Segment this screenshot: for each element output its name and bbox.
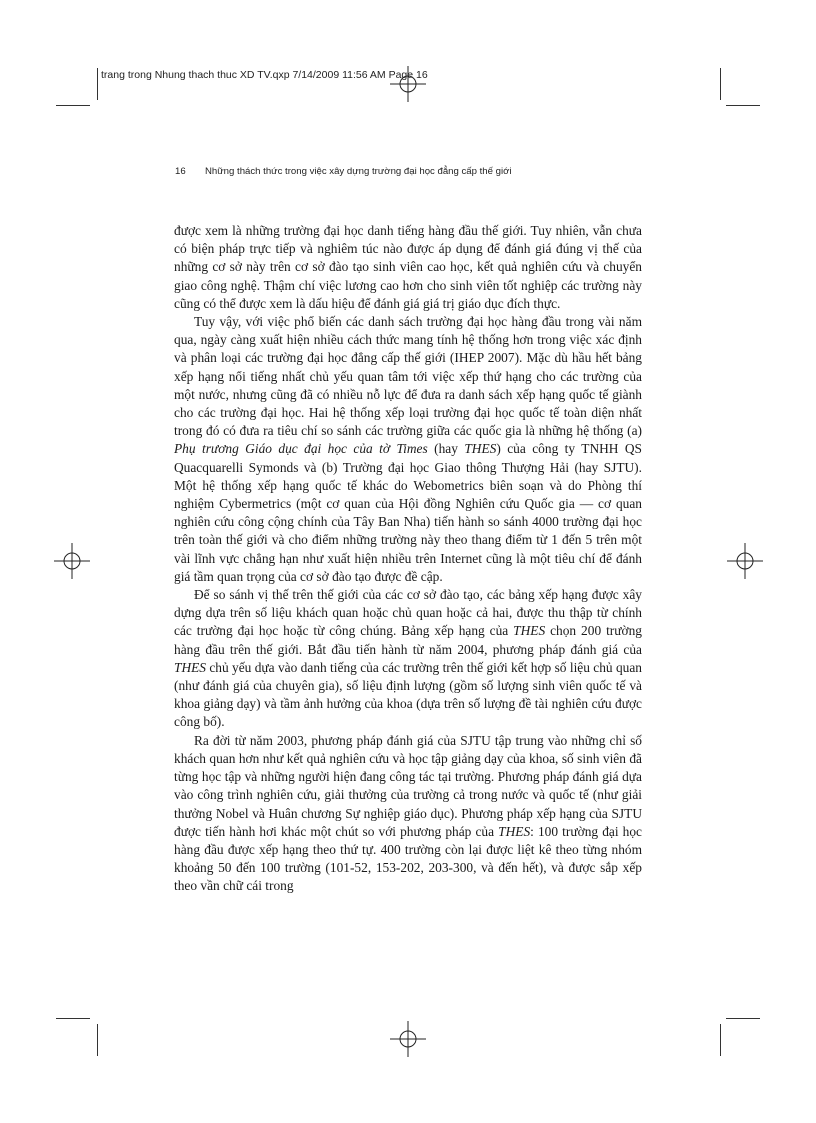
crop-mark bbox=[720, 68, 721, 100]
crop-mark bbox=[720, 1024, 721, 1056]
italic-title: THES bbox=[464, 441, 497, 457]
body-text bbox=[174, 222, 642, 896]
running-head-title: Những thách thức trong việc xây dựng trường đại học đẳng cấp thế giới bbox=[205, 166, 512, 177]
registration-mark-icon bbox=[727, 543, 763, 579]
page-number: 16 bbox=[175, 166, 186, 177]
text-run: chủ yếu dựa vào danh tiếng của các trường trên thế giới kết hợp số liệu chủ quan (như đánh giá của chuyên gia), số liệu định lượng (gồm số lượng sinh viên quốc tế và khoa giảng dạy) và tầm ảnh hưởng của khoa (dựa trên số lượng đề tài nghiên cứu được công bố). bbox=[174, 659, 642, 730]
crop-mark bbox=[56, 105, 90, 106]
text-run: Để so sánh vị thế trên thế giới của các cơ sở đào tạo, các bảng xếp hạng được xây dựng dựa trên số liệu khách quan hoặc chủ quan hoặc cả hai, được thu thập từ chính các trường đại học hoặc từ công chúng. Bảng xếp hạng của bbox=[174, 587, 642, 639]
italic-title: THES bbox=[498, 823, 531, 839]
italic-title: THES bbox=[513, 623, 546, 639]
text-run: ) của công ty TNHH QS Quacquarelli Symonds và (b) Trường đại học Giao thông Thượng Hải (hay SJTU). Một hệ thống xếp hạng quốc tế khác do Webometrics biên soạn và do Phòng thí nghiệm Cybermetrics (một cơ quan của Hội đồng Nghiên cứu Quốc gia — cơ quan nghiên cứu công cộng chính của Tây Ban Nha) tiến hành so sánh 4000 trường đại học trên toàn thế giới và cho điểm những trường này theo thang điểm từ 1 đến 5 trên một vài lĩnh vực chẳng hạn như xuất hiện nhiều trên Internet cũng là một tiêu chí để đánh giá tầm quan trọng của cơ sở đào tạo được đề cập. bbox=[174, 441, 643, 584]
crop-mark bbox=[726, 105, 760, 106]
paragraph: được xem là những trường đại học danh tiếng hàng đầu thế giới. Tuy nhiên, vẫn chưa có biện pháp trực tiếp và nghiêm túc nào được áp dụng để đánh giá đúng vị thế của những cơ sở này trên cơ sở đào tạo sinh viên cao học, kết quả nghiên cứu và chuyển giao công nghệ. Thậm chí việc lương cao hơn cho sinh viên tốt nghiệp các trường này cũng có thể được xem là dấu hiệu để đánh giá giá trị giáo dục đích thực. bbox=[174, 223, 642, 311]
running-head bbox=[175, 166, 645, 177]
italic-title: Phụ trương Giáo dục đại học của tờ Times bbox=[174, 441, 428, 457]
text-run: (hay bbox=[427, 441, 465, 457]
text-run: Ra đời từ năm 2003, phương pháp đánh giá của SJTU tập trung vào những chỉ số khách quan hơn như kết quả nghiên cứu và học tập giảng dạy của khoa, số sinh viên đã từng học tập và những người hiện đang công tác tại trường. Phương pháp đánh giá dựa vào công trình nghiên cứu, giải thưởng của trường cả trong nước và quốc tế (như giải thưởng Nobel và Huân chương Sự nghiệp giáo dục). Phương pháp xếp hạng của SJTU được tiến hành hơi khác một chút so với phương pháp của bbox=[174, 732, 642, 839]
paragraph bbox=[174, 732, 642, 896]
italic-title: THES bbox=[174, 659, 206, 675]
slug-line: trang trong Nhung thach thuc XD TV.qxp 7/14/2009 11:56 AM Page 16 bbox=[101, 69, 428, 81]
paragraph bbox=[174, 313, 642, 586]
registration-mark-icon bbox=[390, 66, 426, 102]
text-run: chọn 200 trường hàng đầu trên thế giới. Bắt đầu tiến hành từ năm 2004, phương pháp đánh giá của bbox=[174, 623, 642, 657]
crop-mark bbox=[97, 68, 98, 100]
crop-mark bbox=[97, 1024, 98, 1056]
text-run: : 100 trường đại học hàng đầu được xếp hạng theo thứ tự. 400 trường còn lại được liệt kê theo từng nhóm khoảng 50 đến 100 trường (101-52, 153-202, 203-300, và đến hết), và được sắp xếp theo vần chữ cái trong bbox=[174, 823, 642, 894]
crop-mark bbox=[726, 1018, 760, 1019]
registration-mark-icon bbox=[390, 1021, 426, 1057]
crop-mark bbox=[56, 1018, 90, 1019]
text-run: Tuy vậy, với việc phổ biến các danh sách trường đại học hàng đầu trong vài năm qua, ngày càng xuất hiện nhiều cách thức mang tính hệ thống hơn trong việc xác định và phân loại các trường đại học đẳng cấp thế giới (IHEP 2007). Mặc dù hầu hết bảng xếp hạng nổi tiếng nhất chủ yếu quan tâm tới việc xếp thứ hạng cho các trường của một nước, nhưng cũng đã có nhiều nỗ lực để đưa ra danh sách xếp hạng quốc tế giành cho các trường đại học. Hai hệ thống xếp loại trường đại học quốc tế toàn diện nhất trong đó có đưa ra tiêu chí so sánh các trường giữa các quốc gia là những hệ thống (a) bbox=[174, 314, 642, 439]
paragraph bbox=[174, 586, 642, 732]
registration-mark-icon bbox=[54, 543, 90, 579]
